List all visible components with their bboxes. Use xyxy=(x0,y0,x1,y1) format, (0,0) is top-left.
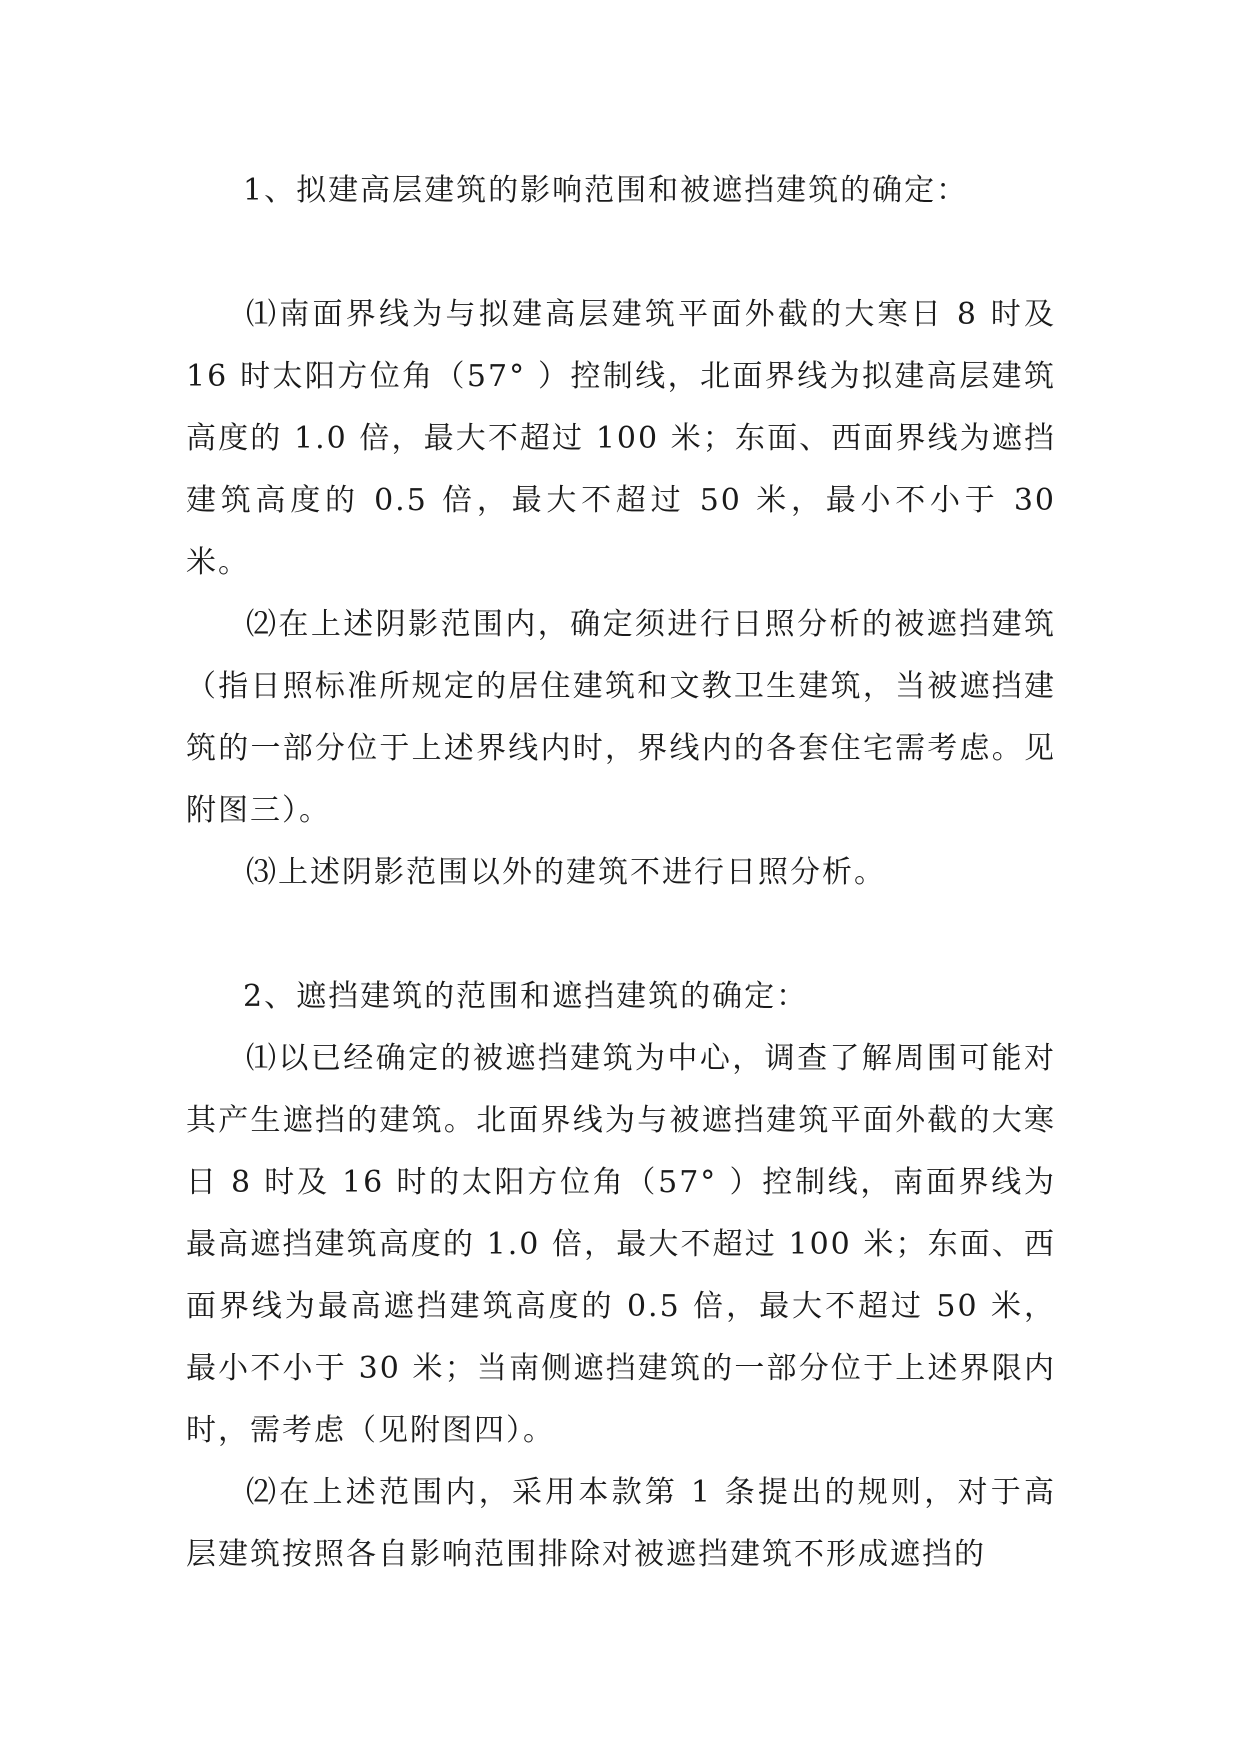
section1-item-3: ⑶上述阴影范围以外的建筑不进行日照分析。 xyxy=(246,855,886,890)
section1-heading: 1、拟建高层建筑的影响范围和被遮挡建筑的确定： xyxy=(243,173,969,208)
document-page xyxy=(186,160,1056,1586)
section2-item-1: ⑴以已经确定的被遮挡建筑为中心，调查了解周围可能对其产生遮挡的建筑。北面界线为与被遮挡建筑平面外截的大寒日 8 时及 16 时的太阳方位角（57° ）控制线，南面界线为最高遮挡建筑高度的 1.0 倍，最大不超过 100 米；东面、西面界线为最高遮挡建筑高度的 0.5 倍，最大不超过 50 米，最小不小于 30 米；当南侧遮挡建筑的一部分位于上述界限内时，需考虑（见附图四）。 xyxy=(186,1041,1056,1448)
spacer xyxy=(186,222,1056,284)
section2-heading: 2、遮挡建筑的范围和遮挡建筑的确定： xyxy=(243,979,809,1014)
section1-item-1: ⑴南面界线为与拟建高层建筑平面外截的大寒日 8 时及 16 时太阳方位角（57° ）控制线，北面界线为拟建高层建筑高度的 1.0 倍，最大不超过 100 米；东面、西面界线为遮挡建筑高度的 0.5 倍，最大不超过 50 米，最小不小于 30 米。 xyxy=(186,297,1056,580)
spacer xyxy=(186,904,1056,966)
section2-item-2: ⑵在上述范围内，采用本款第 1 条提出的规则，对于高层建筑按照各自影响范围排除对被遮挡建筑不形成遮挡的 xyxy=(186,1475,1056,1572)
section1-item-2: ⑵在上述阴影范围内，确定须进行日照分析的被遮挡建筑（指日照标准所规定的居住建筑和文教卫生建筑，当被遮挡建筑的一部分位于上述界线内时，界线内的各套住宅需考虑。见附图三）。 xyxy=(186,607,1056,828)
